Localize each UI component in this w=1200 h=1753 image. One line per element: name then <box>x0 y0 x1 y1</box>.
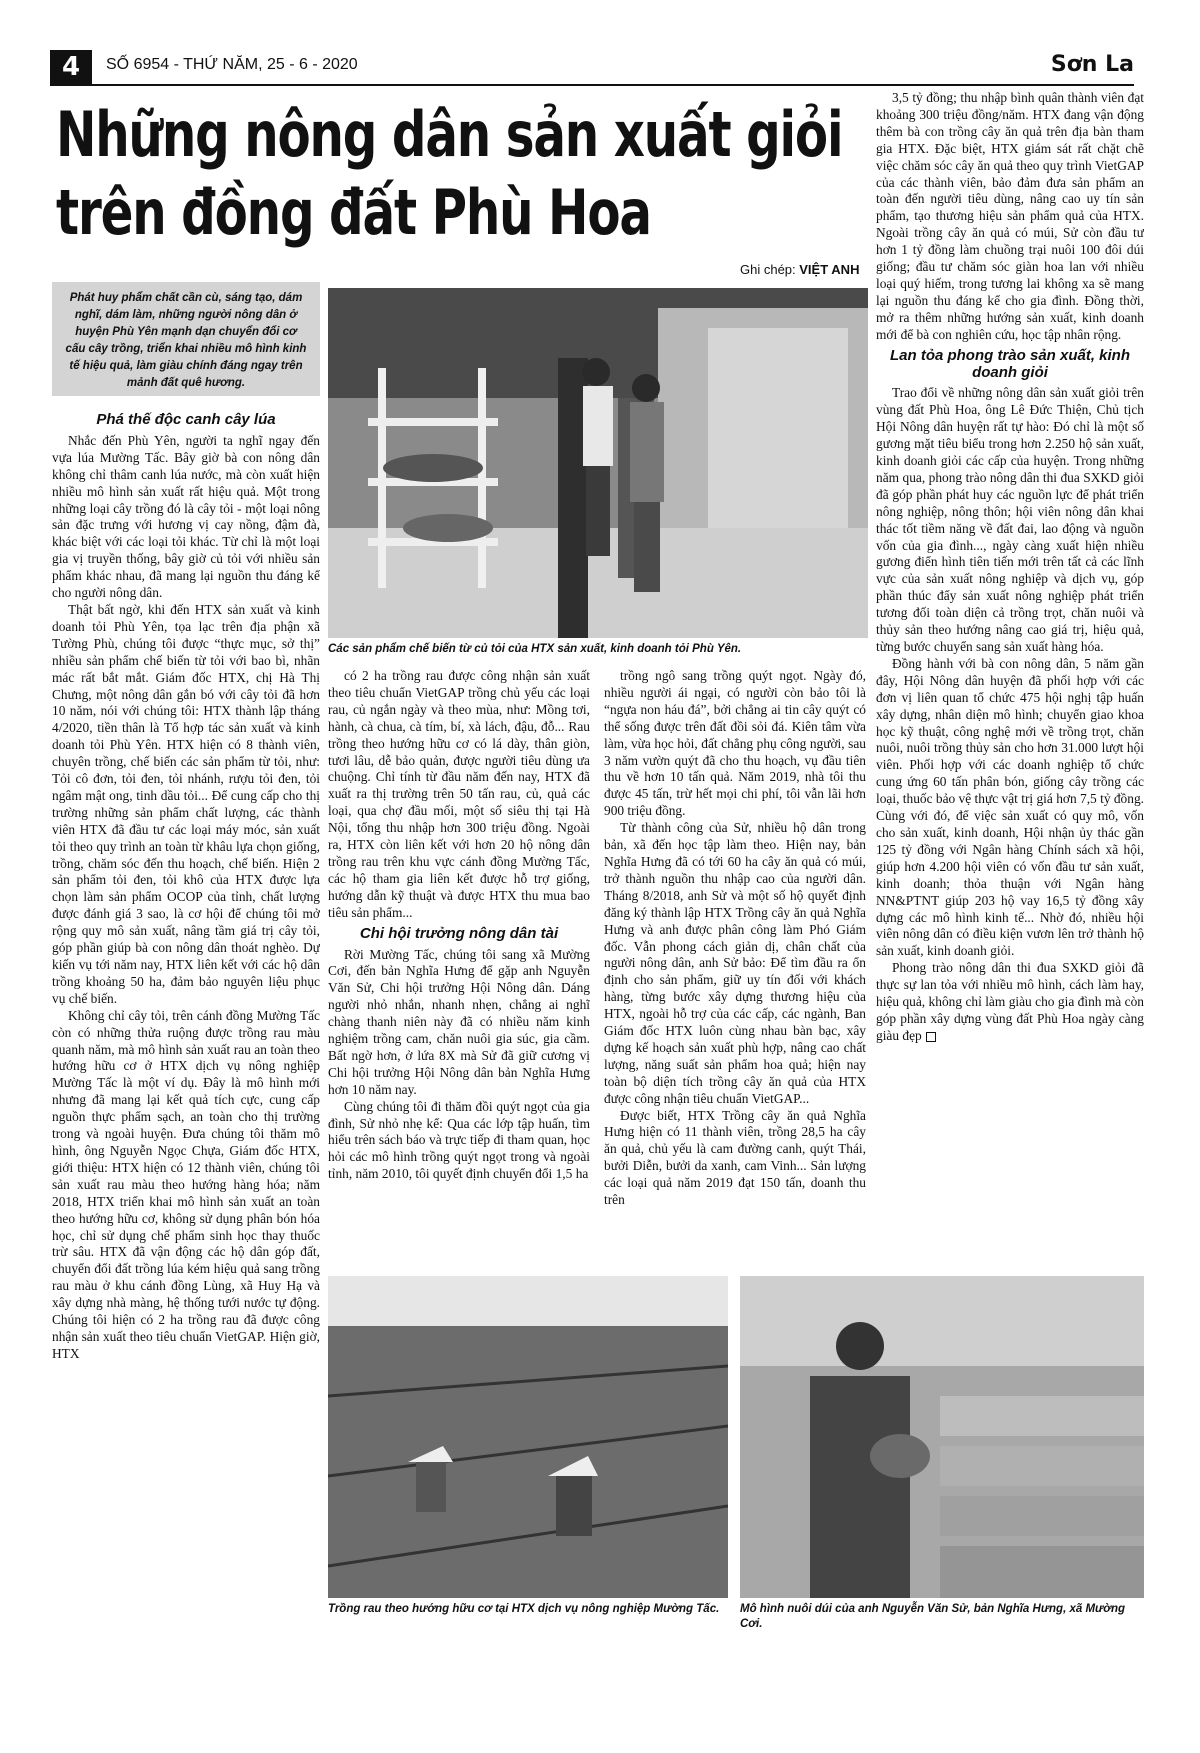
paragraph: Không chỉ cây tỏi, trên cánh đồng Mường Tấc còn có những thửa ruộng được trồng rau màu quanh năm, mà mô hình sản xuất rau an toàn theo hướng hữu cơ ở HTX dịch vụ nông nghiệp Mường Tấc là một ví dụ. Đây là mô hình mới nhưng đã mang lại kết quả tích cực, cung cấp nguồn thực phẩm sạch, an toàn cho thị trường trong và ngoài huyện. Đưa chúng tôi thăm mô hình, ông Nguyễn Ngọc Chựa, Giám đốc HTX, giới thiệu: HTX hiện có 12 thành viên, chúng tôi sản xuất rau màu theo hướng hàng hóa; năm 2018, HTX triển khai mô hình sản xuất an toàn theo hướng hữu cơ, không sử dụng phân bón hóa học, chỉ sử dụng chế phẩm sinh học thay thuốc trừ sâu. HTX đã vận động các hộ dân góp đất, chuyển đổi đất trồng lúa kém hiệu quả sang trồng rau màu ở khu cánh đồng Lùng, xã Huy Hạ và xây dựng nhà màng, hệ thống tưới nước tự động. Chúng tôi hiện có 2 ha trồng rau đã được công nhận sản xuất theo tiêu chuẩn VietGAP. Hiện giờ, HTX <box>52 1007 320 1361</box>
column-3 <box>604 668 866 1260</box>
article-headline <box>56 96 843 252</box>
header-divider <box>50 84 1134 86</box>
paragraph <box>876 960 1144 1045</box>
garlic-products-photo <box>328 288 868 638</box>
bamboo-rat-farm-image <box>740 1276 1144 1598</box>
paragraph: Trao đổi về những nông dân sản xuất giỏi trên vùng đất Phù Hoa, ông Lê Đức Thiện, Chủ tịch Hội Nông dân huyện rất tự hào: Đó chỉ là một số gương mặt tiêu biểu trong hơn 2.250 hộ sản xuất, kinh doanh giỏi các cấp của huyện. Trong những năm qua, phong trào nông dân thi đua SXKD giỏi đã góp phần phát huy các nguồn lực để phát triển nông nghiệp, nông thôn; hội viên nông dân khai thác tốt tiềm năng về đất đai, lao động và nguồn vốn của gia đình..., ngày càng xuất hiện nhiều gương điển hình tiên tiến mới trên tất cả các lĩnh vực của sản xuất nông nghiệp và dịch vụ, góp phần thúc đẩy sản xuất nông nghiệp phát triển tương đối toàn diện cả trồng trọt, chăn nuôi và thủy sản theo hướng nâng cao giá trị, hiệu quả, từng bước chuyển sang sản xuất hàng hóa. <box>876 385 1144 654</box>
article-sapo: Phát huy phẩm chất cần cù, sáng tạo, dám nghĩ, dám làm, những người nông dân ở huyện Phù Yên mạnh dạn chuyển đổi cơ cấu cây trồng, triển khai nhiều mô hình kinh tế hiệu quả, làm giàu chính đáng ngay trên mảnh đất quê hương. <box>52 282 320 396</box>
paragraph: Nhắc đến Phù Yên, người ta nghĩ ngay đến vựa lúa Mường Tấc. Bây giờ bà con nông dân không chỉ thâm canh lúa nước, mà còn xuất hiện nhiều mô hình sản xuất rất hiệu quả. Một trong những loại cây trồng đó là cây tỏi - một loại nông sản đặc trưng với hương vị cay nồng, đậm đà, khác biệt với các loại tỏi khác. Từ chỉ là một loại gia vị truyền thống, bây giờ củ tỏi với nhiều sản phẩm khác nhau, đã mang lại nguồn thu đáng kể cho người nông dân. <box>52 432 320 601</box>
paragraph: Rời Mường Tấc, chúng tôi sang xã Mường Cơi, đến bản Nghĩa Hưng để gặp anh Nguyễn Văn Sử, Chi hội trưởng Hội Nông dân. Dáng người nhỏ nhắn, nhanh nhẹn, chẳng ai nghĩ chàng thanh niên này đã có nhiều năm kinh nghiệm trồng cam, chăn nuôi gia súc, gia cầm. Bất ngờ hơn, ở lứa 8X mà Sử đã giữ cương vị Chi hội trưởng Hội Nông dân bản Nghĩa Hưng hơn 10 năm nay. <box>328 946 590 1097</box>
issue-info: SỐ 6954 - THỨ NĂM, 25 - 6 - 2020 <box>106 56 358 73</box>
vegetable-field-image <box>328 1276 728 1598</box>
page-number: 4 <box>50 50 92 84</box>
column-1 <box>52 408 320 1730</box>
paragraph: Thật bất ngờ, khi đến HTX sản xuất và kinh doanh tỏi Phù Yên, tọa lạc trên địa phận xã Tường Phù, chúng tôi được “thực mục, sở thị” nhiều sản phẩm chế biến từ tỏi với bao bì, nhãn mác rất bắt mắt. Giám đốc HTX, chị Hà Thị Chưng, một nông dân gắn bó với cây tỏi đã hơn 10 năm, nói với chúng tôi: HTX thành lập tháng 4/2020, tiền thân là Tổ hợp tác sản xuất và kinh doanh tỏi Phù Yên. HTX hiện có 8 thành viên, chuyên trồng, chế biến các sản phẩm từ tỏi, như: Tỏi cô đơn, tỏi đen, tỏi nhánh, rượu tỏi đen, tỏi ngâm mật ong, tinh dầu tỏi... Để cung cấp cho thị trường những sản phẩm chất lượng, các thành viên HTX đã đầu tư các loại máy móc, sản xuất tỏi theo quy trình an toàn từ khâu lựa chọn giống, trồng, chăm sóc đến thu hoạch, chế biến. Hiện 2 sản phẩm tỏi đen, tỏi khô của HTX được lựa chọn làm sản phẩm OCOP của tỉnh, chất lượng được đánh giá 3 sao, là cơ hội để chúng tôi mở rộng quy mô sản xuất, nâng tầm giá trị cây tỏi, góp phần giúp bà con nông dân thoát nghèo. Dự kiến vụ tới năm nay, HTX liên kết với các hộ dân trồng khoảng 50 ha, đảm bảo nguyên liệu phục vụ chế biến. <box>52 601 320 1006</box>
subhead-3: Lan tỏa phong trào sản xuất, kinh doanh giỏi <box>889 346 1130 381</box>
paragraph: Được biết, HTX Trồng cây ăn quả Nghĩa Hưng hiện có 11 thành viên, trồng 28,5 ha cây ăn quả, chủ yếu là cam đường canh, quýt Thái, bưởi Diễn, bưởi da xanh, cam Vinh... Sản lượng các loại quả năm 2019 đạt 150 tấn, doanh thu trên <box>604 1107 866 1208</box>
paragraph: Từ thành công của Sử, nhiều hộ dân trong bản, xã đến học tập làm theo. Hiện nay, bản Nghĩa Hưng đã có tới 60 ha cây ăn quả có múi, trở thành nguồn thu nhập cao của người dân. Tháng 8/2018, anh Sử và một số hộ quyết định đăng ký thành lập HTX Trồng cây ăn quả Nghĩa Hưng và anh được phân công làm Phó Giám đốc. Vẫn phong cách giản dị, chân chất của người nông dân, anh Sử bảo: Để tìm đầu ra ổn định cho sản phẩm, giữ uy tín đối với khách hàng, từng bước xây dựng thương hiệu của HTX, ngoài hỗ trợ của các cấp, các ngành, Ban Giám đốc HTX luôn cùng nhau bàn bạc, xây dựng kế hoạch sản xuất phù hợp, nâng cao chất lượng, năng suất sản phẩm hoa quả; hiện nay toàn bộ diện tích trồng cây ăn quả của HTX được công nhận tiêu chuẩn VietGAP... <box>604 820 866 1106</box>
paragraph: có 2 ha trồng rau được công nhận sản xuất theo tiêu chuẩn VietGAP trồng chủ yếu các loại rau, củ ngắn ngày và theo mùa, như: Mồng tơi, hành, cà chua, cà tím, bí, xà lách, đậu, đỗ... Rau trồng theo hướng hữu cơ có lá dày, thân giòn, tươi lâu, dễ bảo quản, được người tiêu dùng ưa chuộng. Chỉ tính từ đầu năm đến nay, HTX đã xuất ra thị trường trên 50 tấn rau, củ, quả các loại, qua chợ đầu mối, một số siêu thị tại Hà Nội, tổng thu nhập hơn 300 triệu đồng. Ngoài ra, HTX còn liên kết với hơn 20 hộ nông dân trồng rau trên khu vực cánh đồng Mường Tấc, các hộ tham gia liên kết được hỗ trợ giống, hướng dẫn kỹ thuật và được HTX thu mua bao tiêu sản phẩm... <box>328 668 590 920</box>
paragraph: Đồng hành với bà con nông dân, 5 năm gần đây, Hội Nông dân huyện đã phối hợp với các đơn vị liên quan tổ chức 475 hội nghị tập huấn xây dựng, nhân diện mô hình; chuyển giao khoa học kỹ thuật, công nghệ mới về trồng trọt, chăn nuôi, nuôi trồng thủy sản cho hơn 31.000 lượt hội viên. Phối hợp với các doanh nghiệp tổ chức cung ứng 60 tấn phân bón, giống cây trồng các loại, thuốc bảo vệ thực vật trị giá hơn 7,5 tỷ đồng. Cùng với đó, để việc sản xuất có quy mô, vốn cho sản xuất, kinh doanh, Hội nhận ủy thác gần 125 tỷ đồng với Ngân hàng Chính sách xã hội, giúp hơn 4.200 hội viên có vốn đầu tư sản xuất, kinh doanh; thỏa thuận với Ngân hàng NN&PTNT giúp 203 hộ vay 16,5 tỷ đồng xây dựng các mô hình kinh tế... Nhờ đó, nhiều hội viên nông dân có điều kiện vươn lên trở thành hộ sản xuất, kinh doanh giỏi. <box>876 655 1144 959</box>
bottom-right-photo-caption: Mô hình nuôi dúi của anh Nguyễn Văn Sử, bản Nghĩa Hưng, xã Mường Cơi. <box>740 1603 1126 1630</box>
subhead-1: Phá thế độc canh cây lúa <box>96 411 276 428</box>
byline <box>740 262 859 277</box>
bottom-left-photo-caption: Trồng rau theo hướng hữu cơ tại HTX dịch vụ nông nghiệp Mường Tấc. <box>328 1603 720 1615</box>
section-name: Sơn La <box>1050 52 1134 77</box>
paragraph: trồng ngô sang trồng quýt ngọt. Ngày đó, nhiều người ái ngại, có người còn bảo tôi là “ngựa non háu đá”, bởi chẳng ai tin cây quýt có thể sống được trên đất đồi sỏi đá. Kiên tâm vừa làm, vừa học hỏi, đất chẳng phụ công người, sau 3 năm vườn quýt đã cho thu hoạch, vụ đầu tiên thu về hơn 10 tấn quả. Năm 2019, nhà tôi thu được 45 tấn, trừ hết mọi chi phí, tôi vẫn lãi hơn 900 triệu đồng. <box>604 668 866 819</box>
byline-prefix: Ghi chép: <box>740 262 800 277</box>
garlic-products-image <box>328 288 868 638</box>
end-mark-icon <box>926 1032 936 1042</box>
column-2 <box>328 668 590 1260</box>
headline-line-1: Những nông dân sản xuất giỏi <box>56 98 843 171</box>
byline-author: VIỆT ANH <box>799 262 860 277</box>
headline-line-2: trên đồng đất Phù Hoa <box>56 176 651 249</box>
column-4 <box>876 90 1144 1270</box>
paragraph: 3,5 tỷ đồng; thu nhập bình quân thành viên đạt khoảng 300 triệu đồng/năm. HTX đang vận động thêm bà con trồng cây ăn quả trên địa bàn tham gia HTX. Đặc biệt, HTX giám sát rất chặt chẽ việc chăm sóc cây ăn quả theo quy trình VietGAP của các thành viên, bảo đảm đưa sản phẩm an toàn đến người tiêu dùng, nâng cao uy tín sản phẩm, tạo thương hiệu sản phẩm quả của HTX. Ngoài trồng cây ăn quả có múi, Sử còn đầu tư hơn 1 tỷ đồng làm chuồng trại nuôi 100 đôi dúi giống; đầu tư chăm sóc giàn hoa lan với nhiều loại quý hiếm, trong tương lai không xa sẽ mang lại nguồn thu đáng kể cho gia đình. Đồng thời, mở ra thêm những hướng sản xuất, kinh doanh mới để bà con nghiên cứu, học tập nhân rộng. <box>876 90 1144 342</box>
page-header <box>50 50 1150 84</box>
top-photo-caption: Các sản phẩm chế biến từ củ tỏi của HTX sản xuất, kinh doanh tỏi Phù Yên. <box>328 643 742 655</box>
vegetable-field-photo <box>328 1276 728 1598</box>
bamboo-rat-farm-photo <box>740 1276 1144 1598</box>
closing-text: Phong trào nông dân thi đua SXKD giỏi đã thực sự lan tỏa với nhiều mô hình, cách làm hay, hiệu quả, không chỉ làm giàu cho gia đình mà còn góp phần xây dựng vùng đất Phù Hoa ngày càng giàu đẹp <box>876 960 1144 1043</box>
subhead-2: Chi hội trưởng nông dân tài <box>359 924 559 942</box>
paragraph: Cùng chúng tôi đi thăm đồi quýt ngọt của gia đình, Sử nhỏ nhẹ kể: Qua các lớp tập huấn, tìm hiểu trên sách báo và trực tiếp đi tham quan, học hỏi các mô hình trồng quýt ngọt trong và ngoài tỉnh, năm 2010, tôi quyết định chuyển đổi 1,5 ha <box>328 1098 590 1182</box>
